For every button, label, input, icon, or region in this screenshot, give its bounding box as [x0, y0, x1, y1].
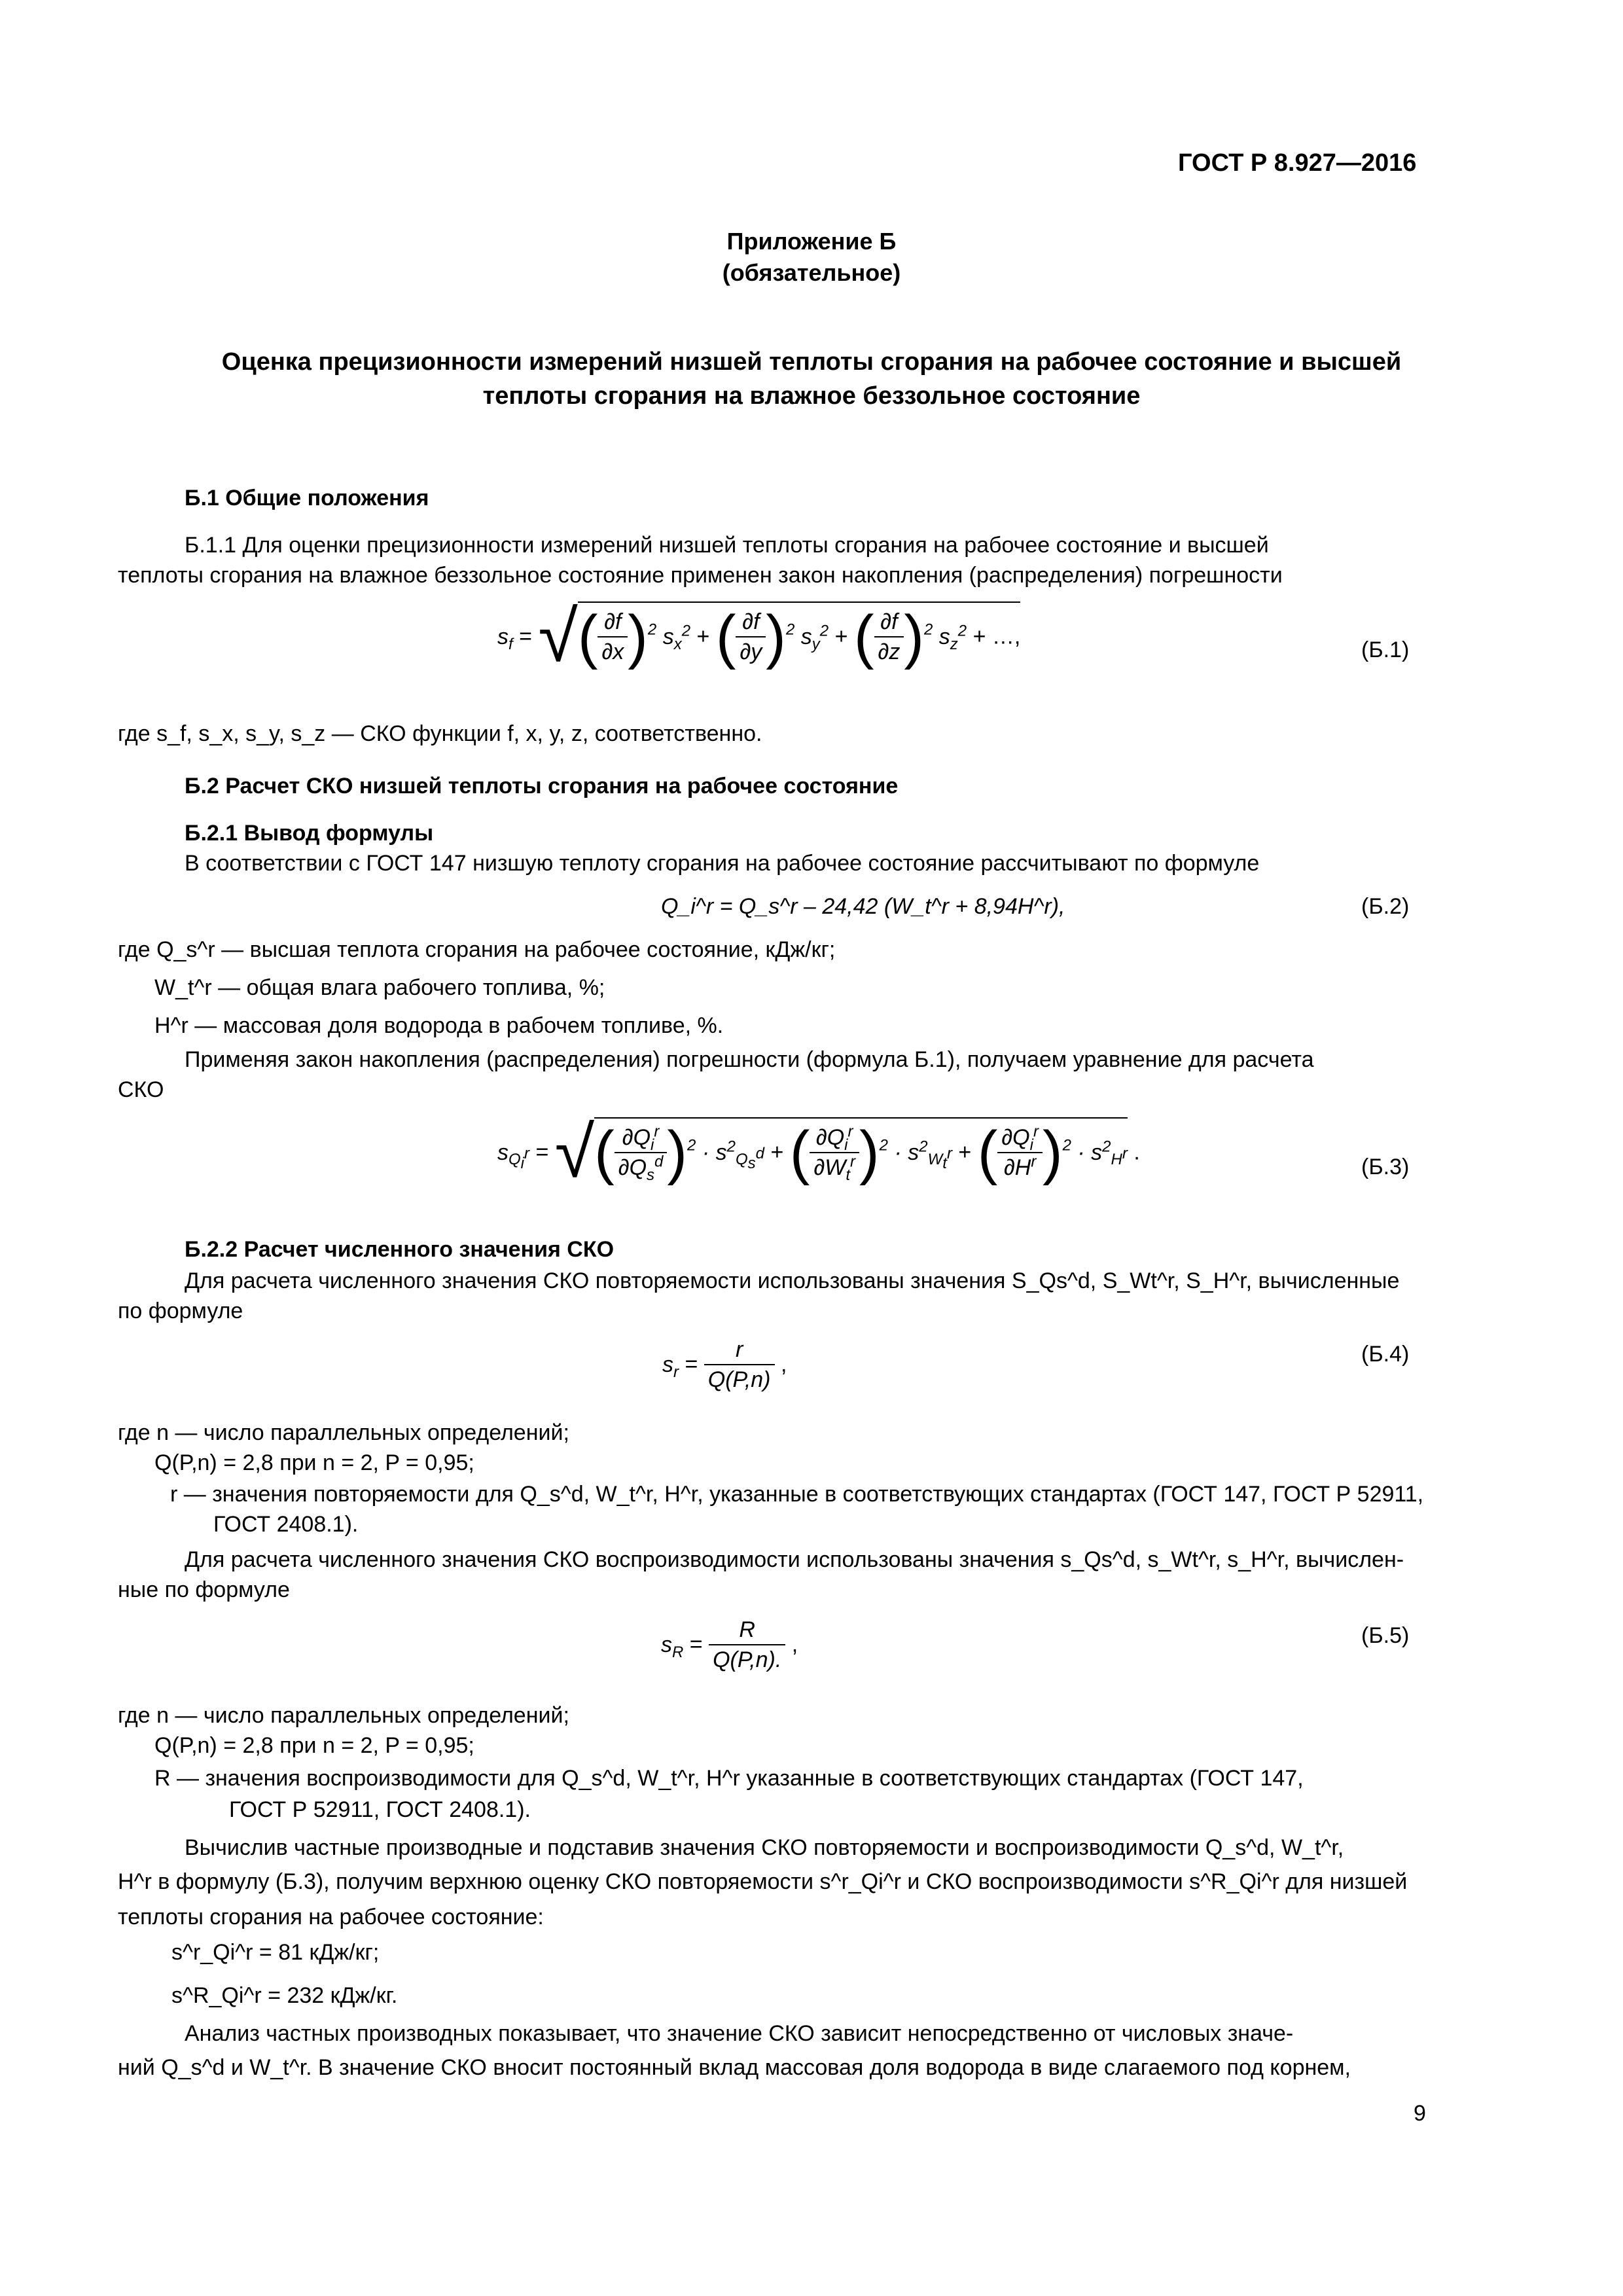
document-title-line1: Оценка прецизионности измерений низшей теплоты сгорания на рабочее состояние и высшей: [221, 348, 1402, 376]
appendix-title: Приложение Б: [726, 228, 897, 255]
formula-b2: Q_i^r = Q_s^r – 24,42 (W_t^r + 8,94H^r),: [661, 894, 1065, 919]
paragraph-repro-line2: ные по формуле: [118, 1577, 290, 1602]
definition-h: H^r — массовая доля водорода в рабочем топливе, %.: [154, 1013, 724, 1038]
subsection-heading-b21: Б.2.1 Вывод формулы: [185, 821, 434, 846]
paragraph-rep-line1: Для расчета численного значения СКО повторяемости использованы значения S_Qs^d, S_Wt^r, S_H^r, вычисленные: [185, 1268, 1400, 1293]
paragraph-b11-line1: Б.1.1 Для оценки прецизионности измерений низшей теплоты сгорания на рабочее состояние и высшей: [185, 533, 1269, 558]
paragraph-calc-line1: Вычислив частные производные и подставив значения СКО повторяемости и воспроизводимости Q_s^d, W_t^r,: [185, 1835, 1344, 1860]
paragraph-b21: В соответствии с ГОСТ 147 низшую теплоту сгорания на рабочее состояние рассчитывают по формуле: [185, 851, 1260, 876]
document-code: ГОСТ Р 8.927—2016: [1178, 149, 1417, 177]
paragraph-repro-line1: Для расчета численного значения СКО воспроизводимости использованы значения s_Qs^d, s_Wt^r, s_H^r, вычислен-: [185, 1547, 1404, 1572]
paragraph-analysis-line2: ний Q_s^d и W_t^r. В значение СКО вносит постоянный вклад массовая доля водорода в виде слагаемого под корнем,: [118, 2055, 1351, 2080]
where-b5-q: Q(P,n) = 2,8 при n = 2, P = 0,95;: [154, 1733, 474, 1758]
where-b1: где s_f, s_x, s_y, s_z — СКО функции f, x, y, z, соответственно.: [118, 721, 762, 746]
equation-number-b4: (Б.4): [1361, 1342, 1410, 1367]
equation-number-b2: (Б.2): [1361, 894, 1410, 919]
formula-b5: $s_R$ = $\frac{R}{Q(P,n).}$ ,: [661, 1615, 798, 1674]
where-b4-q: Q(P,n) = 2,8 при n = 2, P = 0,95;: [154, 1450, 474, 1475]
subsection-heading-b22: Б.2.2 Расчет численного значения СКО: [185, 1237, 615, 1262]
where-b5-r-line1: R — значения воспроизводимости для Q_s^d, W_t^r, H^r указанные в соответствующих стандартах (ГОСТ 147,: [154, 1766, 1304, 1791]
section-heading-b1: Б.1 Общие положения: [185, 486, 429, 511]
formula-b3: $s_{Q_i^r}$ = √( $\frac{\partial Q_i^r}{\partial Q_s^d}$ )$^2 \cdot s^2_{Q_s^d}$ + ( $\frac{\partial Q_i^r}{\partial W_t^r}$ )$^2 \cdot s^2_{W_t^r}$ + ( $\frac{\partial Q_i^r}{\partial H^r}$ )$^2 \cdot s^2_{H^r}$ .: [497, 1112, 1140, 1193]
where-b4-n: где n — число параллельных определений;: [118, 1420, 569, 1445]
paragraph-calc-line3: теплоты сгорания на рабочее состояние:: [118, 1905, 544, 1929]
definition-wt: W_t^r — общая влага рабочего топлива, %;: [154, 975, 605, 1000]
formula-b4: $s_r$ = $\frac{r}{Q(P,n)}$ ,: [662, 1335, 787, 1394]
result-reproducibility: s^R_Qi^r = 232 кДж/кг.: [171, 1983, 398, 2008]
equation-number-b5: (Б.5): [1361, 1623, 1410, 1648]
paragraph-b11-line2: теплоты сгорания на влажное беззольное состояние применен закон накопления (распределения) погрешности: [118, 563, 1283, 588]
where-b5-n: где n — число параллельных определений;: [118, 1703, 569, 1728]
paragraph-apply-line1: Применяя закон накопления (распределения) погрешности (формула Б.1), получаем уравнение для расчета: [185, 1047, 1314, 1072]
result-repeatability: s^r_Qi^r = 81 кДж/кг;: [171, 1940, 380, 1965]
equation-number-b1: (Б.1): [1361, 637, 1410, 662]
where-b4-r-line1: r — значения повторяемости для Q_s^d, W_t^r, H^r, указанные в соответствующих стандартах (ГОСТ 147, ГОСТ Р 52911,: [170, 1482, 1424, 1507]
section-heading-b2: Б.2 Расчет СКО низшей теплоты сгорания на рабочее состояние: [185, 774, 899, 798]
paragraph-analysis-line1: Анализ частных производных показывает, что значение СКО зависит непосредственно от числовых значе-: [185, 2021, 1294, 2046]
paragraph-rep-line2: по формуле: [118, 1299, 243, 1323]
equation-number-b3: (Б.3): [1361, 1155, 1410, 1179]
appendix-status: (обязательное): [722, 259, 901, 286]
where-b5-r-line2: ГОСТ Р 52911, ГОСТ 2408.1).: [229, 1797, 531, 1822]
page-number: 9: [1414, 2101, 1426, 2126]
paragraph-calc-line2: H^r в формулу (Б.3), получим верхнюю оценку СКО повторяемости s^r_Qi^r и СКО воспроизводимости s^R_Qi^r для низшей: [118, 1869, 1408, 1894]
where-b4-r-line2: ГОСТ 2408.1).: [213, 1512, 359, 1537]
document-title-line2: теплоты сгорания на влажное беззольное состояние: [482, 382, 1141, 410]
definition-qs: где Q_s^r — высшая теплота сгорания на рабочее состояние, кДж/кг;: [118, 937, 836, 962]
paragraph-apply-line2: СКО: [118, 1077, 164, 1102]
formula-b1: $s_f$ = √( $\frac{\partial f}{\partial x}$ )$^2$ $s_x^2$ + ( $\frac{\partial f}{\partial y}$ )$^2$ $s_y^2$ + ( $\frac{\partial f}{\partial z}$ )$^2$ $s_z^2$ + …,: [497, 596, 1021, 677]
